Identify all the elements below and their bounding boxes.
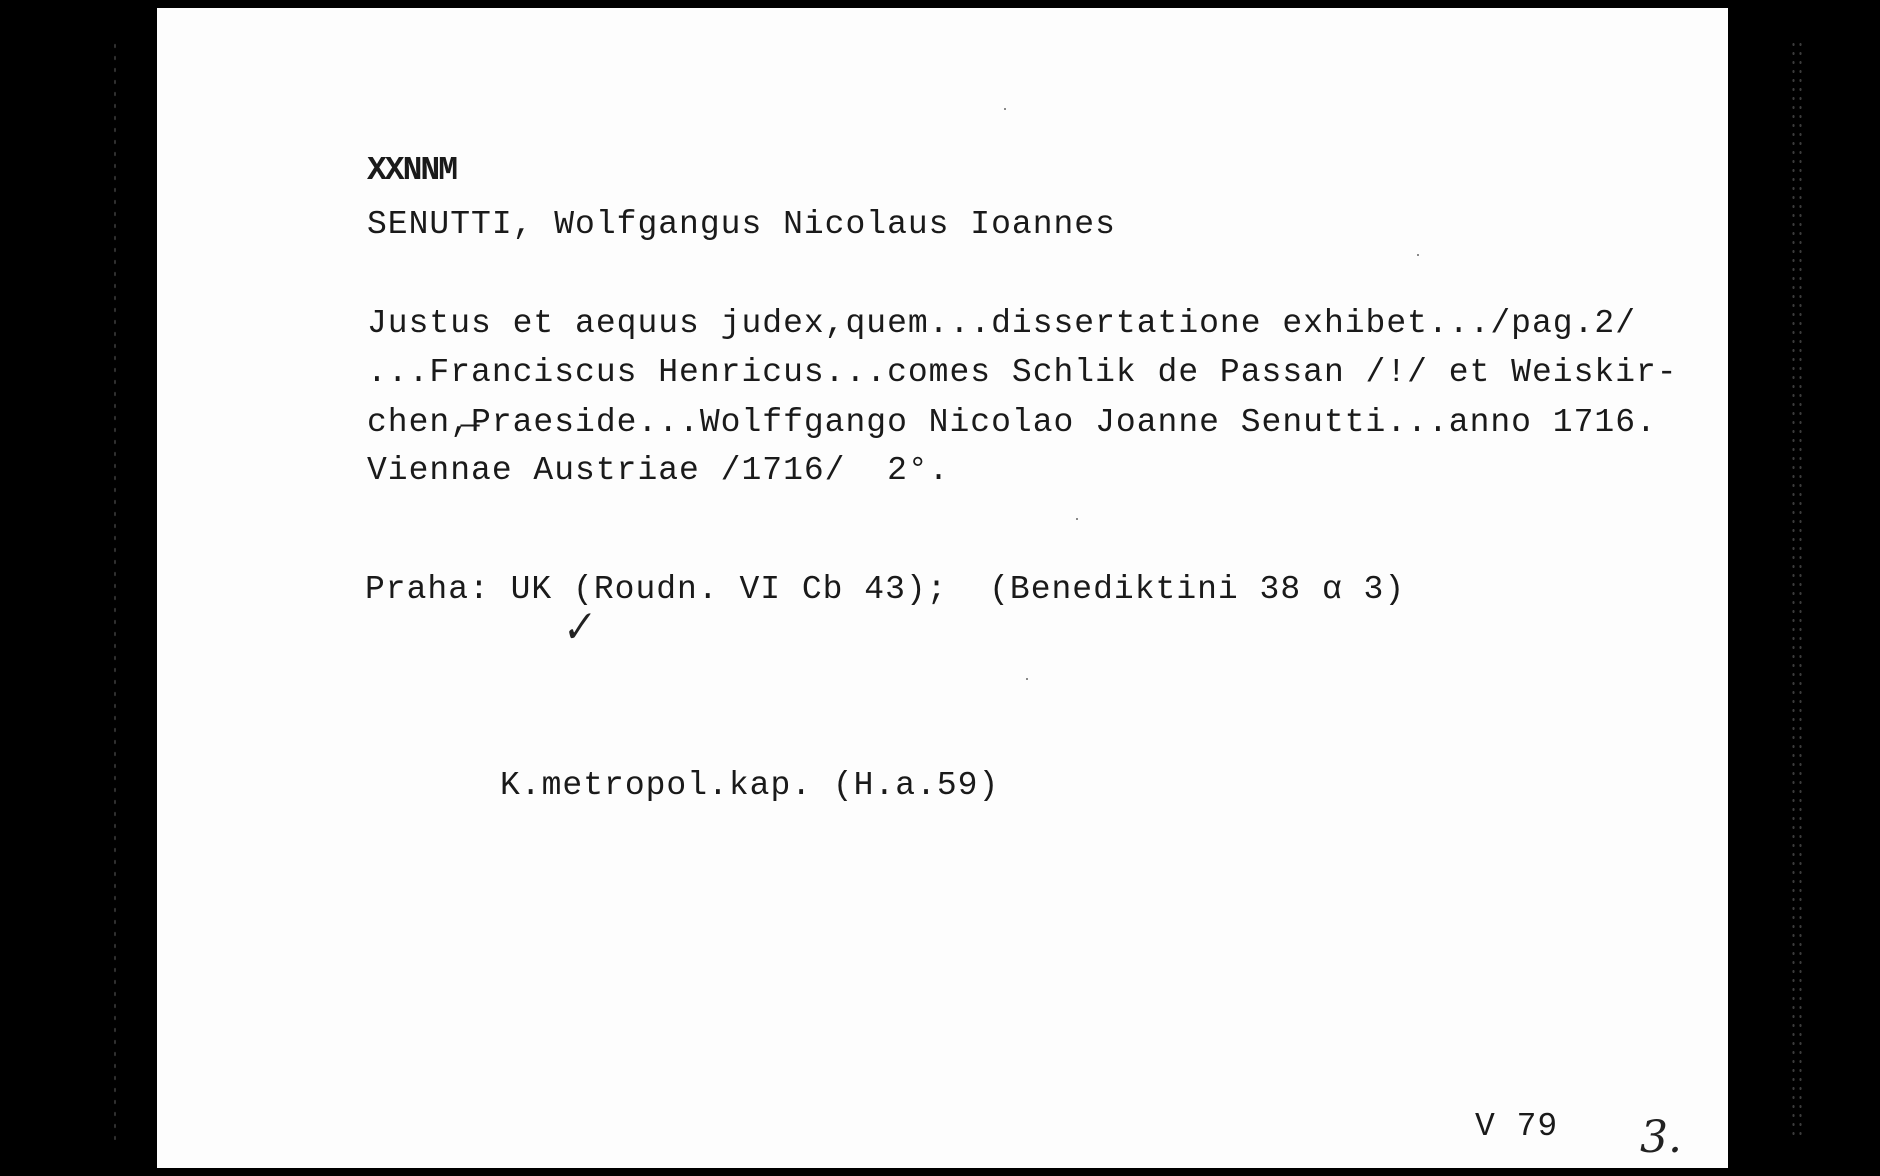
scan-edge-right [1790,40,1804,1140]
shelf-code: V 79 [1475,1108,1559,1145]
handwritten-check-mark: ✓ [556,602,598,654]
scan-speck [1004,108,1006,110]
title-line-1: Justus et aequus judex,quem...dissertatione exhibet.../pag.2/ [367,305,1636,342]
struck-heading: XXNNM [367,152,457,189]
secondary-holdings-line: K.metropol.kap. (H.a.59) [500,767,1000,804]
title-line-2: ...Franciscus Henricus...comes Schlik de Passan /!/ et Weiskir- [367,354,1678,391]
title-line-3: chen,̶Praeside...Wolffgango Nicolao Joanne Senutti...anno 1716. [367,404,1657,441]
author-heading: SENUTTI, Wolfgangus Nicolaus Ioannes [367,206,1116,243]
scan-speck [1417,254,1419,256]
handwritten-card-number: 3. [1640,1112,1682,1163]
scan-speck [1026,678,1028,680]
catalog-card [157,8,1728,1168]
scan-speck [1076,518,1078,520]
holdings-line: Praha: UK (Roudn. VI Cb 43); (Benediktini 38 α 3) [365,571,1406,608]
scan-edge-left [112,40,118,1140]
imprint-line: Viennae Austriae /1716/ 2°. [367,452,950,489]
